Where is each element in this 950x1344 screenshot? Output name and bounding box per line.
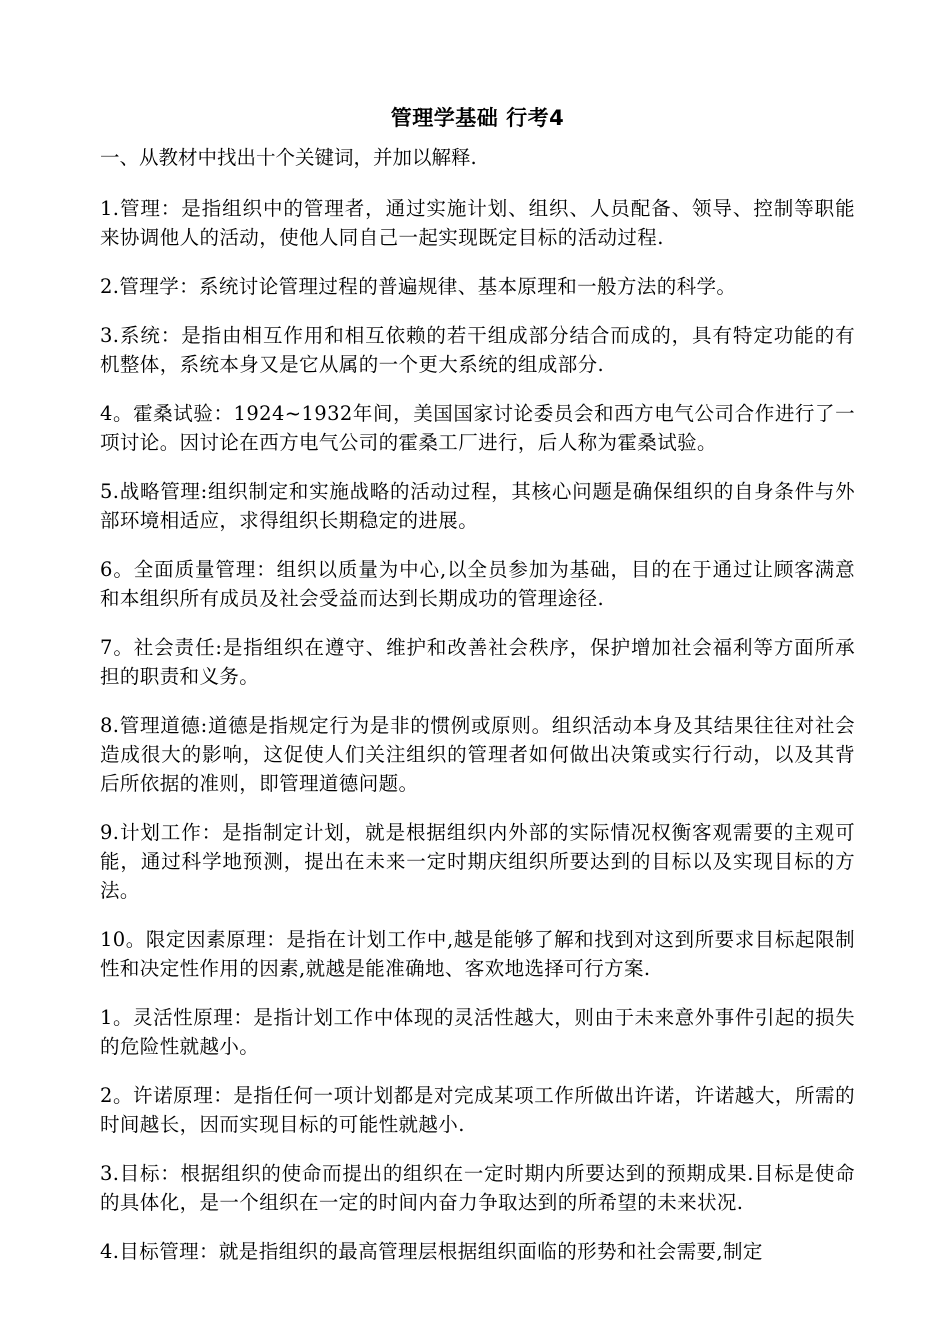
- paragraph-10: 10。限定因素原理：是指在计划工作中,越是能够了解和找到对这到所要求目标起限制性和决定性作用的因素,就越是能准确地、客欢地选择可行方案.: [100, 928, 855, 980]
- paragraph-7: 7。社会责任:是指组织在遵守、维护和改善社会秩序，保护增加社会福利等方面所承担的职责和义务。: [100, 636, 855, 688]
- paragraph-5: 5.战略管理:组织制定和实施战略的活动过程，其核心问题是确保组织的自身条件与外部环境相适应，求得组织长期稳定的进展。: [100, 480, 855, 532]
- paragraph-1: 1.管理：是指组织中的管理者，通过实施计划、组织、人员配备、领导、控制等职能来协调他人的活动，使他人同自己一起实现既定目标的活动过程.: [100, 197, 855, 249]
- document-title: 管理学基础 行考4: [390, 106, 565, 130]
- section-heading: 一、从教材中找出十个关键词，并加以解释.: [100, 146, 477, 169]
- paragraph-13: 3.目标：根据组织的使命而提出的组织在一定时期内所要达到的预期成果.目标是使命的具体化，是一个组织在一定的时间内奋力争取达到的所希望的未来状况.: [100, 1162, 855, 1214]
- paragraph-14: 4.目标管理：就是指组织的最高管理层根据组织面临的形势和社会需要,制定: [100, 1240, 763, 1263]
- paragraph-3: 3.系统：是指由相互作用和相互依赖的若干组成部分结合而成的，具有特定功能的有机整体，系统本身又是它从属的一个更大系统的组成部分.: [100, 324, 855, 376]
- document-page: [100, 104, 855, 1286]
- paragraph-12: 2。许诺原理：是指任何一项计划都是对完成某项工作所做出许诺，许诺越大，所需的时间越长，因而实现目标的可能性就越小.: [100, 1084, 855, 1136]
- paragraph-11: 1。灵活性原理：是指计划工作中体现的灵活性越大，则由于未来意外事件引起的损失的危险性就越小。: [100, 1006, 855, 1058]
- paragraph-8: 8.管理道德:道德是指规定行为是非的惯例或原则。组织活动本身及其结果往往对社会造成很大的影响，这促使人们关注组织的管理者如何做出决策或实行行动，以及其背后所依据的准则，即管理道德问题。: [100, 714, 855, 795]
- paragraph-9: 9.计划工作：是指制定计划，就是根据组织内外部的实际情况权衡客观需要的主观可能，通过科学地预测，提出在未来一定时期庆组织所要达到的目标以及实现目标的方法。: [100, 821, 855, 902]
- paragraph-2: 2.管理学：系统讨论管理过程的普遍规律、基本原理和一般方法的科学。: [100, 275, 737, 298]
- paragraph-6: 6。全面质量管理：组织以质量为中心,以全员参加为基础，目的在于通过让顾客满意和本组织所有成员及社会受益而达到长期成功的管理途径.: [100, 558, 855, 610]
- paragraph-4: 4。霍桑试验：1924~1932年间，美国国家讨论委员会和西方电气公司合作进行了一项讨论。因讨论在西方电气公司的霍桑工厂进行，后人称为霍桑试验。: [100, 402, 855, 454]
